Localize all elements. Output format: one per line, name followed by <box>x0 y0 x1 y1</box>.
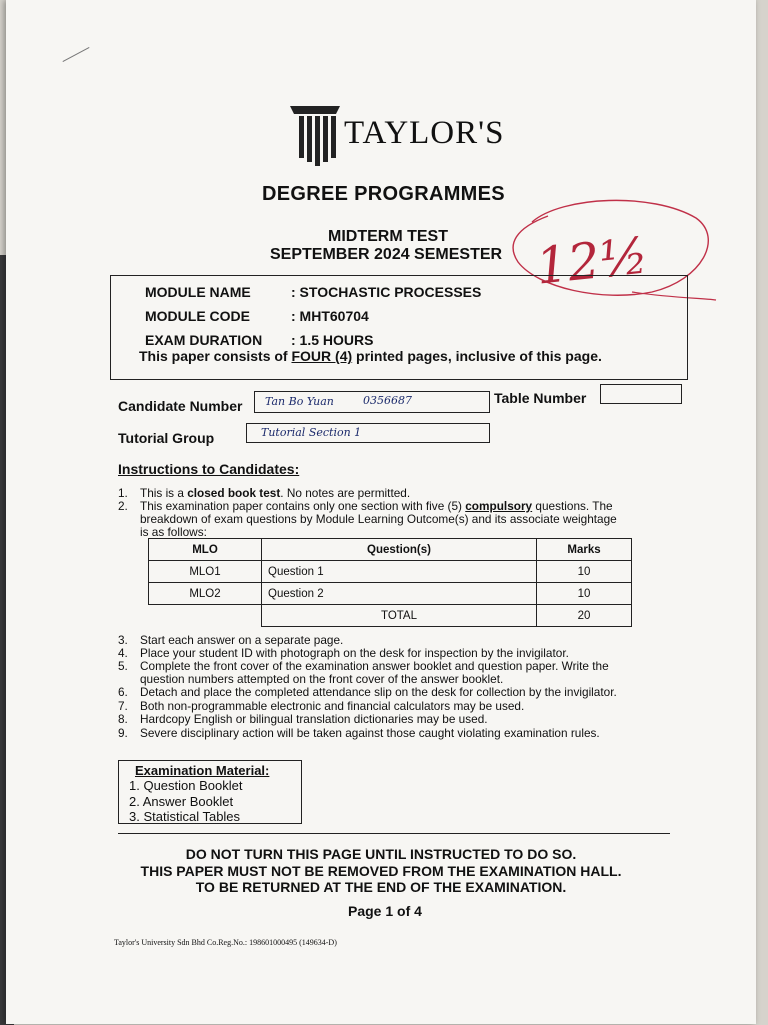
page-count: FOUR (4) <box>291 348 353 364</box>
table-row: MLO1 Question 1 10 <box>149 561 632 583</box>
module-code-value: : MHT60704 <box>291 308 369 324</box>
pencil-mark <box>63 47 90 62</box>
mlo-marks-table <box>148 538 632 627</box>
page-count-note: This paper consists of FOUR (4) printed pages, inclusive of this page. <box>139 348 602 364</box>
programme-title: DEGREE PROGRAMMES <box>262 183 505 205</box>
material-item: 3. Statistical Tables <box>129 809 241 824</box>
instructions-heading: Instructions to Candidates: <box>118 461 300 477</box>
table-total-row <box>149 605 632 627</box>
page-number: Page 1 of 4 <box>348 903 422 919</box>
exam-cover-page: TAYLOR'S DEGREE PROGRAMMES MIDTERM TEST SEPTEMBER 2024 SEMESTER 12½ MODULE NAME : STOCHASTIC PROCESSES MODULE CODE : MHT60704 EXAM DURATION : 1.5 HOURS This paper consists of FOUR (4) printed pages, inclusive of this page. Candidate Number Tan Bo Yuan 0356687 Table Number Tutorial Group Tutorial Section 1 Instructions to Candidates: 1. This is a closed book test. No notes are permitted. 2. This examination paper contains only one section with five (5) compulsory questions. The breakdown of exam questions by Module Learning Outcome(s) and its associate weightage is as follows: MLO Question(s) Marks MLO1 Question 1 10 MLO2 Question 2 10 TOTAL 20 3. Start each answer on a separate page. 4. Place your student ID with photograph on the desk for inspection by the invigilator. 5. Complete the front cover of the examination answer booklet and question paper. Write the question numbers attempted on the front cover of the answer booklet. 6. Detach and place the completed attendance slip on the desk for collection by the invigilator. 7. Both non-programmable electronic and financial calculators may be used. 8. Hardcopy English or bilingual translation dictionaries may be used. 9. Severe disciplinary action will be taken against those caught violating examination rules. Examination Material: 1. Question Booklet 2. Answer Booklet 3. Statistical Tables DO NOT TURN THIS PAGE UNTIL INSTRUCTED TO DO SO. THIS PAPER MUST NOT BE REMOVED FROM THE EXAMINATION HALL. TO BE RETURNED AT THE END OF THE EXAMINATION. Page 1 of 4 Taylor's University Sdn Bhd Co.Reg.No.: 198601000495 (149634-D) <box>6 0 756 1024</box>
candidate-number-label: Candidate Number <box>118 398 243 414</box>
module-code-label: MODULE CODE <box>145 308 250 324</box>
table-header-questions: Question(s) <box>262 539 537 561</box>
tutorial-group-label: Tutorial Group <box>118 430 215 446</box>
company-registration: Taylor's University Sdn Bhd Co.Reg.No.: 198601000495 (149634-D) <box>114 938 337 947</box>
table-header-marks: Marks <box>537 539 632 561</box>
module-info-box <box>110 275 688 380</box>
total-marks: 20 <box>537 605 632 627</box>
warning-line-2: THIS PAPER MUST NOT BE REMOVED FROM THE EXAMINATION HALL. <box>140 863 622 879</box>
material-item: 1. Question Booklet <box>129 778 243 793</box>
examination-material-box <box>118 760 302 824</box>
module-name-value: : STOCHASTIC PROCESSES <box>291 284 482 300</box>
table-number-field[interactable] <box>600 384 682 404</box>
examination-material-heading: Examination Material: <box>135 763 270 778</box>
exam-duration-value: : 1.5 HOURS <box>291 332 374 348</box>
table-header-row <box>149 539 632 561</box>
total-label: TOTAL <box>262 605 537 627</box>
exam-duration-label: EXAM DURATION <box>145 332 263 348</box>
handwritten-tutorial-group: Tutorial Section 1 <box>261 426 362 439</box>
test-title: MIDTERM TEST <box>328 228 448 245</box>
table-number-label: Table Number <box>494 390 587 406</box>
warning-line-1: DO NOT TURN THIS PAGE UNTIL INSTRUCTED TO DO SO. <box>185 846 577 862</box>
semester-title: SEPTEMBER 2024 SEMESTER <box>270 246 503 263</box>
handwritten-grade: 12½ <box>533 226 651 296</box>
divider <box>118 833 670 834</box>
tutorial-group-field[interactable] <box>246 423 490 443</box>
candidate-number-field[interactable] <box>254 391 490 413</box>
instruction-item-5-line-2: question numbers attempted on the front cover of the answer booklet. <box>140 672 504 686</box>
handwritten-candidate-name: Tan Bo Yuan <box>265 395 334 408</box>
brand-name: TAYLOR'S <box>344 115 505 151</box>
material-item: 2. Answer Booklet <box>129 794 234 809</box>
table-row: MLO2 Question 2 10 <box>149 583 632 605</box>
taylors-pillar-logo-icon <box>288 102 342 168</box>
instruction-item-2-line-3: is as follows: <box>140 525 207 539</box>
warning-line-3: TO BE RETURNED AT THE END OF THE EXAMINATION. <box>195 879 567 895</box>
table-header-mlo: MLO <box>149 539 262 561</box>
handwritten-candidate-id: 0356687 <box>363 394 412 407</box>
module-name-label: MODULE NAME <box>145 284 251 300</box>
instruction-item-2-line-2: breakdown of exam questions by Module Learning Outcome(s) and its associate weightage <box>140 512 617 526</box>
